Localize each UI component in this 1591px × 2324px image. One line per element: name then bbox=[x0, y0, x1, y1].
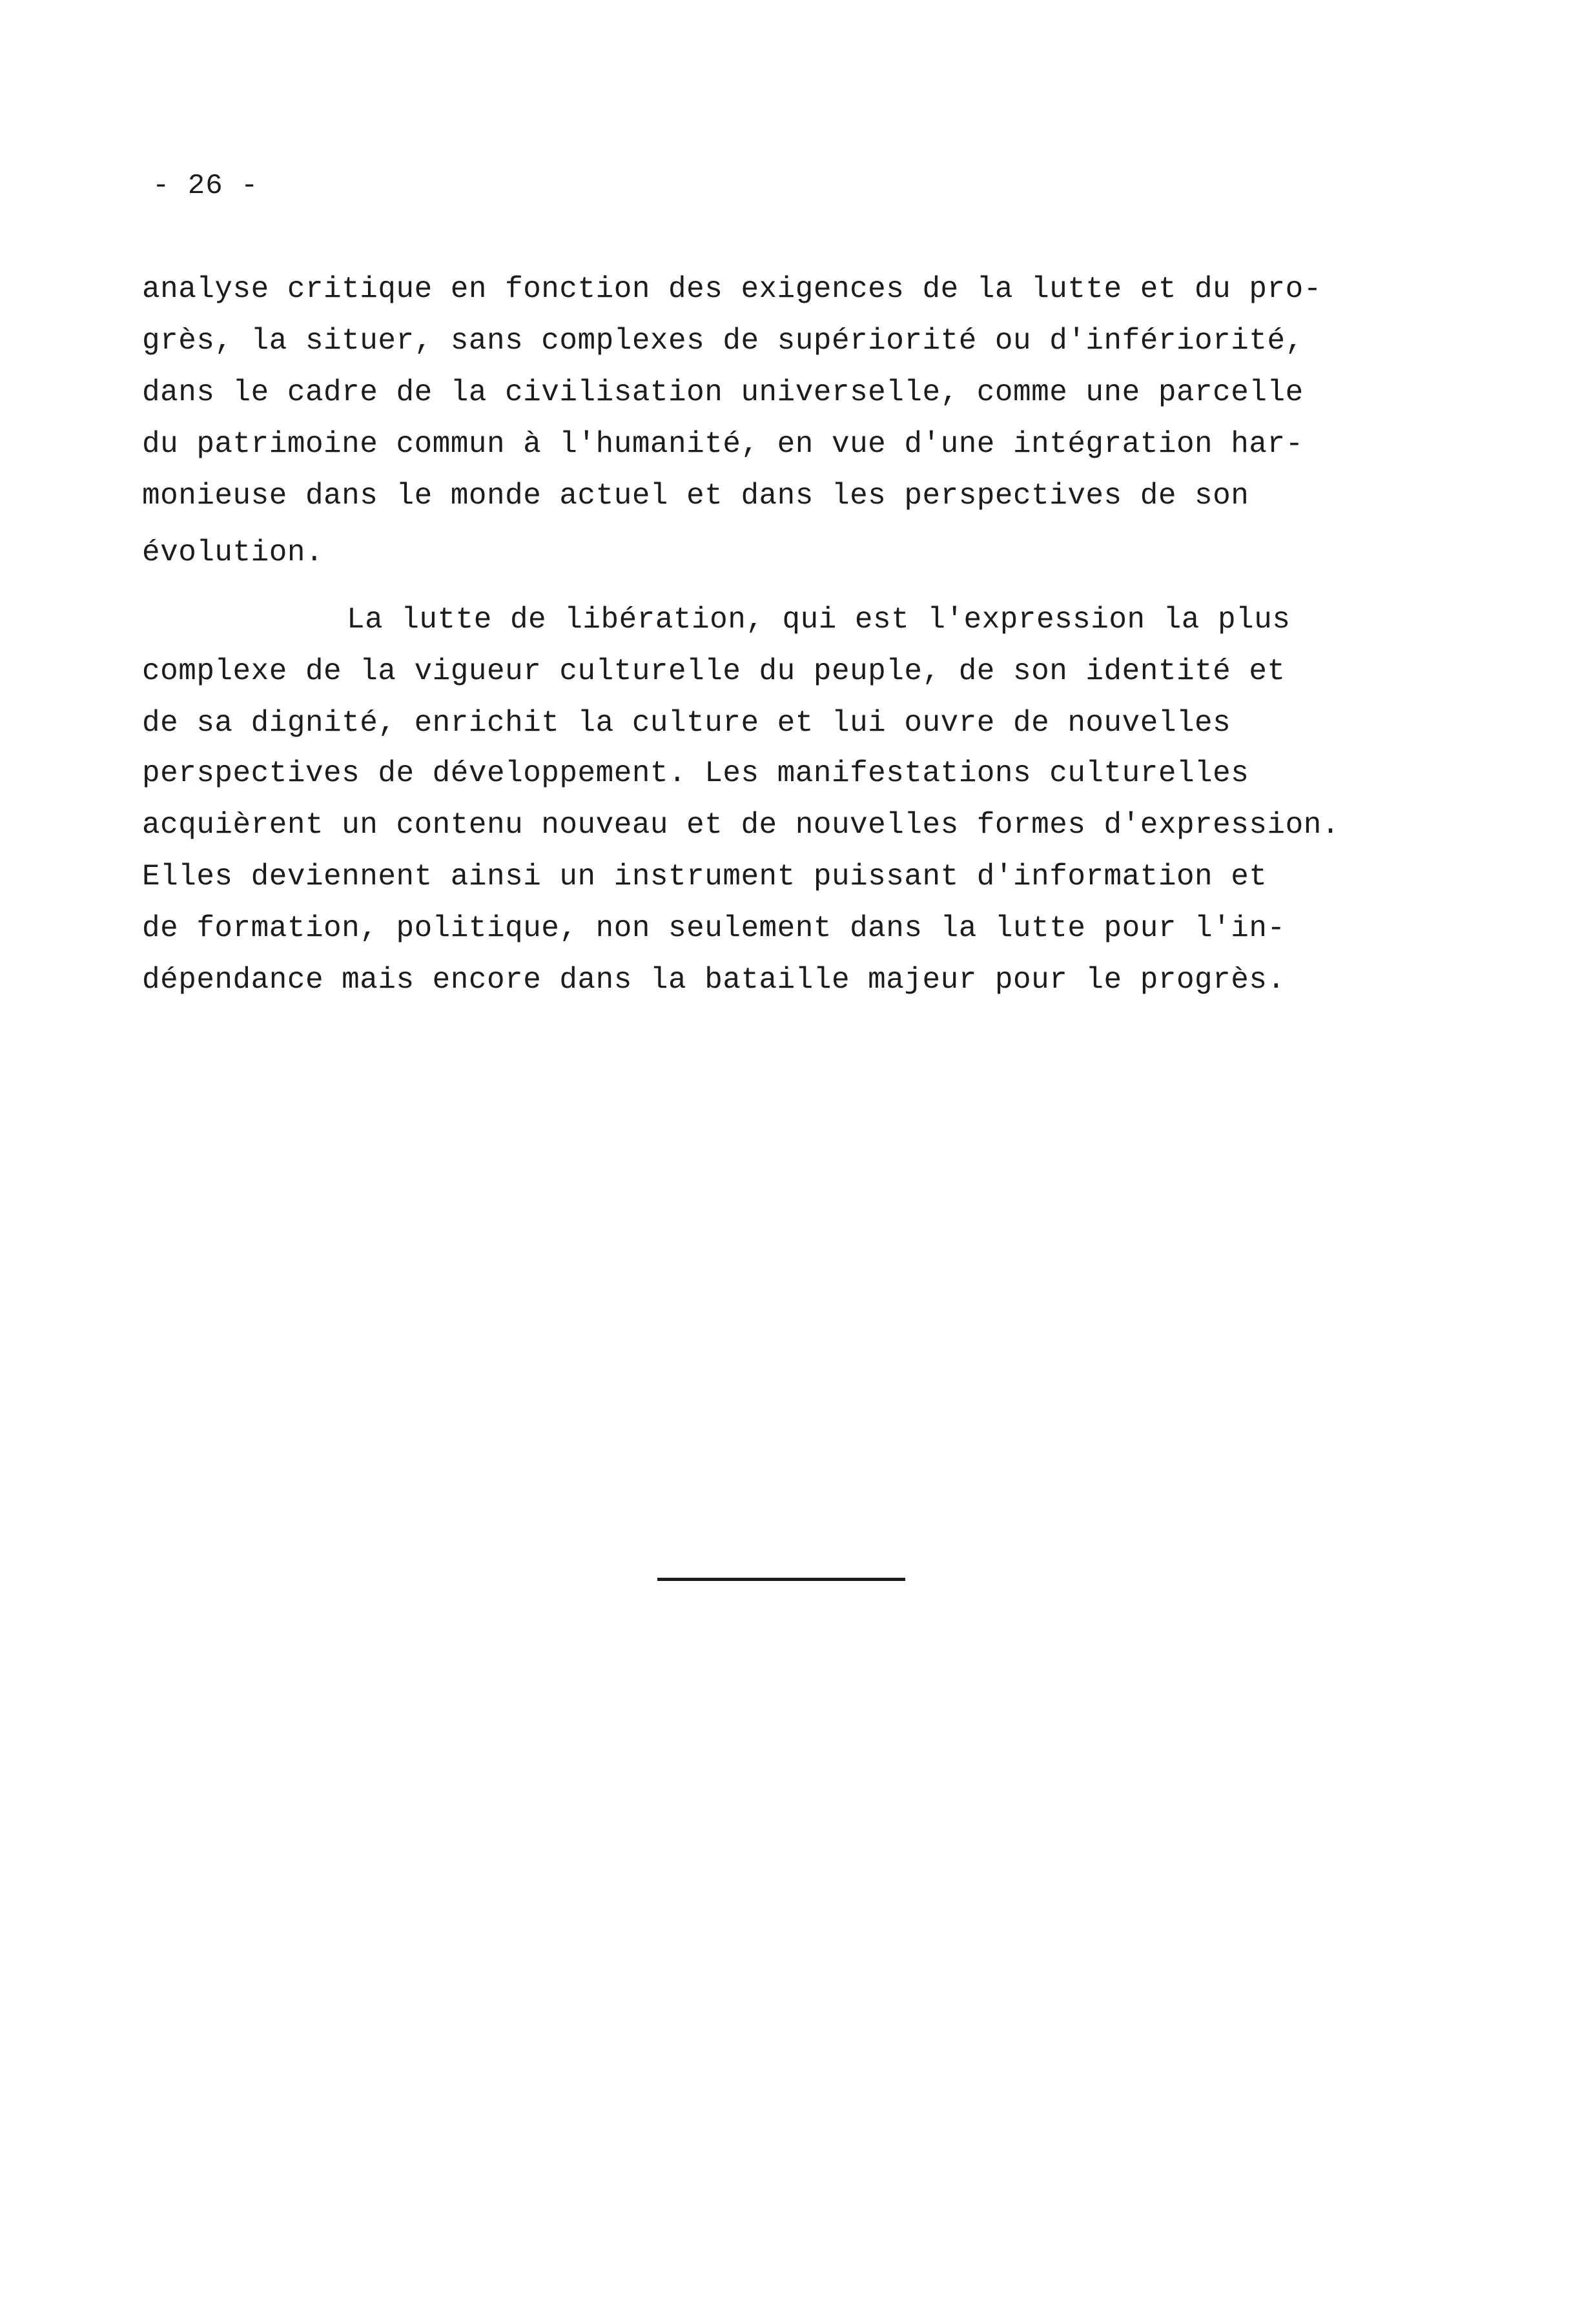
text-line: dans le cadre de la civilisation universelle, comme une parcelle bbox=[142, 376, 1304, 409]
text-line: analyse critique en fonction des exigences de la lutte et du pro- bbox=[142, 272, 1322, 306]
text-line: grès, la situer, sans complexes de supériorité ou d'infériorité, bbox=[142, 324, 1304, 358]
text-line: complexe de la vigueur culturelle du peuple, de son identité et bbox=[142, 655, 1286, 688]
text-line: évolution. bbox=[142, 536, 324, 569]
text-line: acquièrent un contenu nouveau et de nouvelles formes d'expression. bbox=[142, 808, 1340, 842]
text-line: du patrimoine commun à l'humanité, en vue d'une intégration har- bbox=[142, 427, 1304, 461]
text-line: de formation, politique, non seulement dans la lutte pour l'in- bbox=[142, 912, 1286, 945]
text-line: de sa dignité, enrichit la culture et lui ouvre de nouvelles bbox=[142, 706, 1231, 740]
end-rule-divider bbox=[657, 1578, 905, 1581]
text-line: dépendance mais encore dans la bataille majeur pour le progrès. bbox=[142, 963, 1286, 997]
text-line: monieuse dans le monde actuel et dans les perspectives de son bbox=[142, 479, 1249, 513]
text-line: La lutte de libération, qui est l'expression la plus bbox=[347, 603, 1291, 637]
page-number: - 26 - bbox=[152, 170, 259, 202]
text-line: Elles deviennent ainsi un instrument puissant d'information et bbox=[142, 860, 1268, 893]
text-line: perspectives de développement. Les manifestations culturelles bbox=[142, 757, 1249, 790]
